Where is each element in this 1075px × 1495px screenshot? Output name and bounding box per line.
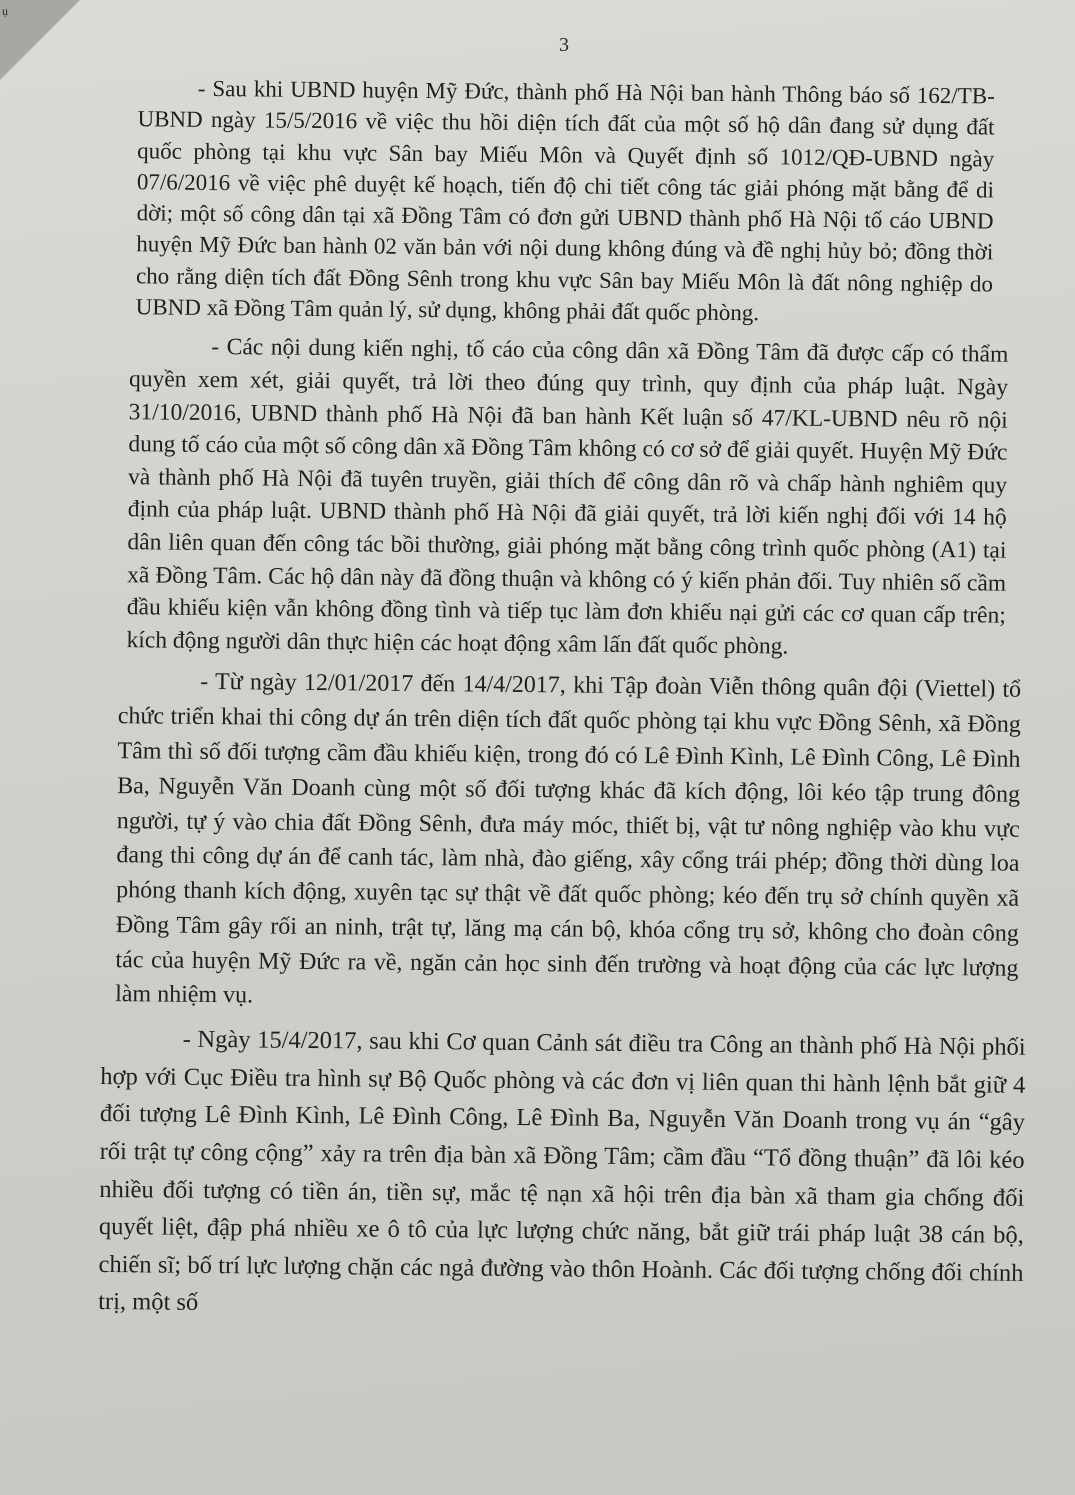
paragraph-2: - Các nội dung kiến nghị, tố cáo của công dân xã Đồng Tâm đã được cấp có thẩm quyền xem xét, giải quyết, trả lời theo đúng quy trình, quy định của pháp luật. Ngày 31/10/2016, UBND thành phố Hà Nội đã ban hành Kết luận số 47/KL-UBND nêu rõ nội dung tố cáo của một số công dân xã Đồng Tâm không có cơ sở để giải quyết. Huyện Mỹ Đức và thành phố Hà Nội đã tuyên truyền, giải thích để công dân rõ và chấp hành nghiêm quy định của pháp luật. UBND thành phố Hà Nội đã giải quyết, trả lời kiến nghị đối với 14 hộ dân liên quan đến công tác bồi thường, giải phóng mặt bằng công trình quốc phòng (A1) tại xã Đồng Tâm. Các hộ dân này đã đồng thuận và không có ý kiến phản đối. Tuy nhiên số cầm đầu khiếu kiện vẫn không đồng tình và tiếp tục làm đơn khiếu nại gửi các cơ quan cấp trên; kích động người dân thực hiện các hoạt động xâm lấn đất quốc phòng. [126,334,1009,660]
page-corner-fold [0,0,80,80]
paragraph-4: - Ngày 15/4/2017, sau khi Cơ quan Cảnh sát điều tra Công an thành phố Hà Nội phối hợp với Cục Điều tra hình sự Bộ Quốc phòng và các đơn vị liên quan thi hành lệnh bắt giữ 4 đối tượng Lê Đình Kình, Lê Đình Công, Lê Đình Ba, Nguyễn Văn Doanh trong vụ án “gây rối trật tự công cộng” xảy ra trên địa bàn xã Đồng Tâm; cầm đầu “Tổ đồng thuận” đã lôi kéo nhiều đối tượng có tiền án, tiền sự, mắc tệ nạn xã hội trên địa bàn xã tham gia chống đối quyết liệt, đập phá nhiều xe ô tô của lực lượng chức năng, bắt giữ trái pháp luật 38 cán bộ, chiến sĩ; bố trí lực lượng chặn các ngả đường vào thôn Hoành. Các đối tượng chống đối chính trị, một số [98,1026,1026,1317]
paragraph-3: - Từ ngày 12/01/2017 đến 14/4/2017, khi Tập đoàn Viễn thông quân đội (Viettel) tổ chức triển khai thi công dự án trên diện tích đất quốc phòng tại khu vực Đồng Sênh, xã Đồng Tâm thì số đối tượng cầm đầu khiếu kiện, trong đó có Lê Đình Kình, Lê Đình Công, Lê Đình Ba, Nguyễn Văn Doanh cùng một số đối tượng khác đã kích động, lôi kéo tập trung đông người, tự ý vào chia đất Đồng Sênh, đưa máy móc, thiết bị, vật tư nông nghiệp vào khu vực đang thi công dự án để canh tác, làm nhà, đào giếng, xây cổng trái phép; đồng thời dùng loa phóng thanh kích động, xuyên tạc sự thật về đất quốc phòng; kéo đến trụ sở chính quyền xã Đồng Tâm gây rối an ninh, trật tự, lăng mạ cán bộ, khóa cổng trụ sở, không cho đoàn công tác của huyện Mỹ Đức ra về, ngăn cản học sinh đến trường và hoạt động của các lực lượng làm nhiệm vụ. [115,669,1022,1009]
corner-mark: ụ [2,4,8,18]
paragraph-1: - Sau khi UBND huyện Mỹ Đức, thành phố Hà Nội ban hành Thông báo số 162/TB-UBND ngày 15/5/2016 về việc thu hồi diện tích đất của một số hộ dân đang sử dụng đất quốc phòng tại khu vực Sân bay Miếu Môn và Quyết định số 1012/QĐ-UBND ngày 07/6/2016 về việc phê duyệt kế hoạch, tiến độ chi tiết công tác giải phóng mặt bằng để di dời; một số công dân tại xã Đồng Tâm có đơn gửi UBND thành phố Hà Nội tố cáo UBND huyện Mỹ Đức ban hành 02 văn bản với nội dung không đúng và đề nghị hủy bỏ; đồng thời cho rằng diện tích đất Đồng Sênh trong khu vực Sân bay Miếu Môn là đất nông nghiệp do UBND xã Đồng Tâm quản lý, sử dụng, không phải đất quốc phòng. [135,75,995,326]
document-body [98,72,1035,1338]
page-number: 3 [559,34,569,56]
